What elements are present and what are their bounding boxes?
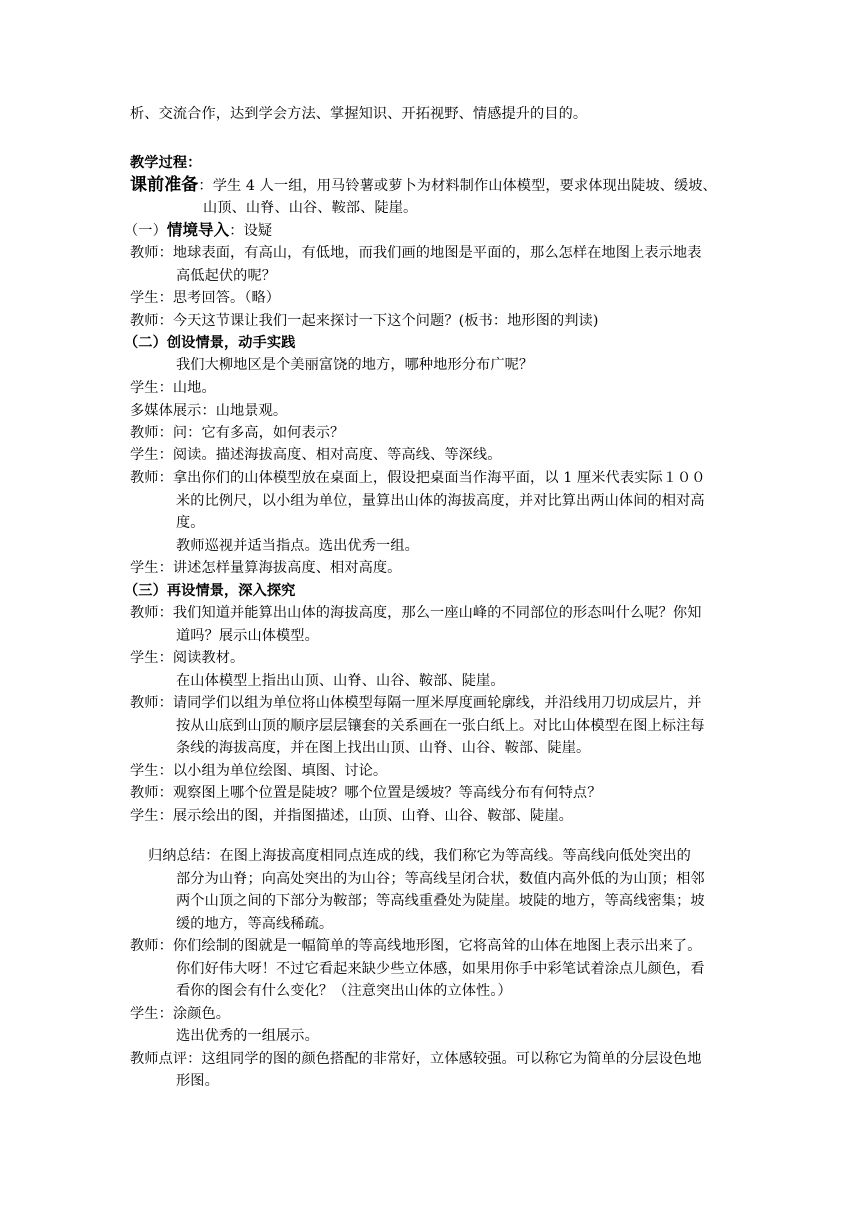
- paragraph-line: 山顶、山脊、山谷、鞍部、陡崖。: [203, 200, 418, 216]
- paragraph-line: 道吗？展示山体模型。: [176, 628, 319, 644]
- paragraph-line: 部分为山脊；向高处突出的为山谷；等高线呈闭合状，数值内高外低的为山顶；相邻: [176, 871, 705, 887]
- paragraph-line: 形图。: [176, 1073, 219, 1089]
- heading-situation-intro: 情境导入: [166, 220, 230, 239]
- paragraph-line: 教师：问：它有多高，如何表示？: [130, 425, 345, 441]
- preparation-text: ：学生 4 人一组，用马铃薯或萝卜为材料制作山体模型，要求体现出陡坡、缓坡、: [198, 178, 717, 194]
- section-heading-2: （二）创设情景，动手实践: [124, 335, 296, 351]
- paragraph-line: [124, 219, 272, 242]
- paragraph-line: 学生：展示绘出的图，并指图描述，山顶、山脊、山谷、鞍部、陡崖。: [130, 808, 573, 824]
- paragraph-line: 度。: [176, 515, 205, 531]
- paragraph-line: 教师：你们绘制的图就是一幅简单的等高线地形图，它将高耸的山体在地图上表示出来了。: [130, 938, 702, 954]
- paragraph-line: 条线的海拔高度，并在图上找出山顶、山脊、山谷、鞍部、陡崖。: [176, 740, 591, 756]
- paragraph-line: 学生：讲述怎样量算海拔高度、相对高度。: [130, 560, 402, 576]
- paragraph-line: 我们大柳地区是个美丽富饶的地方，哪种地形分布广呢？: [176, 357, 534, 373]
- paragraph-line: 学生：思考回答。（略）: [130, 290, 281, 306]
- paragraph-line: 在山体模型上指出山顶、山脊、山谷、鞍部、陡崖。: [176, 673, 505, 689]
- paragraph-line: 高低起伏的呢？: [176, 268, 277, 284]
- paragraph-line: 学生：阅读教材。: [130, 650, 245, 666]
- paragraph-line: 析、交流合作，达到学会方法、掌握知识、开拓视野、情感提升的目的。: [130, 106, 588, 122]
- paragraph-line: 按从山底到山顶的顺序层层镶套的关系画在一张白纸上。对比山体模型在图上标注每: [176, 718, 705, 734]
- paragraph-line: 教师巡视并适当指点。选出优秀一组。: [176, 538, 419, 554]
- paragraph-line: 缓的地方，等高线稀疏。: [176, 916, 334, 932]
- paragraph-line: 学生：以小组为单位绘图、填图、讨论。: [130, 763, 388, 779]
- paragraph-line: 选出优秀的一组展示。: [176, 1028, 319, 1044]
- paragraph-line: 学生：山地。: [130, 380, 216, 396]
- paragraph-line: 学生：阅读。描述海拔高度、相对高度、等高线、等深线。: [130, 447, 502, 463]
- paragraph-line: 看你的图会有什么变化？（注意突出山体的立体性。）: [176, 983, 512, 999]
- paragraph-line: 米的比例尺，以小组为单位，量算出山体的海拔高度，并对比算出两山体间的相对高: [176, 493, 705, 509]
- paragraph-line: 多媒体展示：山地景观。: [130, 403, 288, 419]
- heading-preparation: 课前准备: [130, 175, 199, 195]
- paragraph-line: 你们好伟大呀！不过它看起来缺少些立体感，如果用你手中彩笔试着涂点儿颜色，看: [176, 961, 705, 977]
- paragraph-line: 教师：我们知道并能算出山体的海拔高度，那么一座山峰的不同部位的形态叫什么呢？你知: [130, 605, 702, 621]
- section-heading-teaching-process: 教学过程：: [130, 155, 202, 171]
- paragraph-line: 两个山顶之间的下部分为鞍部；等高线重叠处为陡崖。坡陡的地方，等高线密集；坡: [176, 893, 705, 909]
- paragraph-line: [130, 174, 717, 197]
- paragraph-line: 教师：地球表面，有高山，有低地，而我们画的地图是平面的，那么怎样在地图上表示地表: [130, 245, 702, 261]
- heading-suffix: ：设疑: [229, 223, 273, 239]
- paragraph-line: 教师：今天这节课让我们一起来探讨一下这个问题？(板书：地形图的判读): [130, 313, 599, 329]
- paragraph-line: 教师点评：这组同学的图的颜色搭配的非常好，立体感较强。可以称它为简单的分层设色地: [130, 1051, 702, 1067]
- section-number-1: （一）: [124, 223, 167, 239]
- paragraph-line: 教师：请同学们以组为单位将山体模型每隔一厘米厚度画轮廓线，并沿线用刀切成层片，并: [130, 695, 702, 711]
- paragraph-line: 学生：涂颜色。: [130, 1006, 231, 1022]
- paragraph-line: 归纳总结：在图上海拔高度相同点连成的线，我们称它为等高线。等高线向低处突出的: [148, 848, 691, 864]
- paragraph-line: 教师：拿出你们的山体模型放在桌面上，假设把桌面当作海平面，以 1 厘米代表实际１００: [130, 470, 706, 486]
- section-heading-3: （三）再设情景，深入探究: [124, 583, 296, 599]
- paragraph-line: 教师：观察图上哪个位置是陡坡？哪个位置是缓坡？等高线分布有何特点？: [130, 785, 602, 801]
